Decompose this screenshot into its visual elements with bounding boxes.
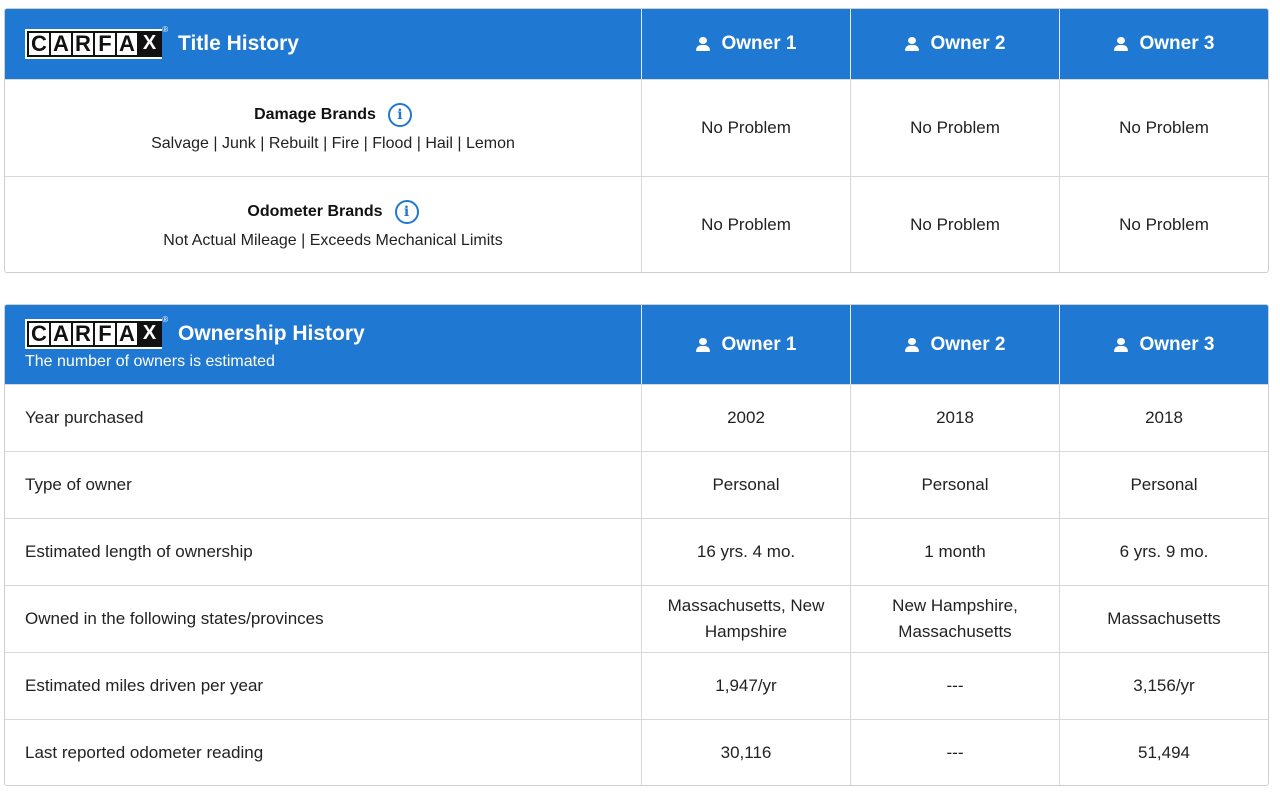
row-label: Estimated miles driven per year — [5, 653, 642, 719]
table-cell: 51,494 — [1138, 743, 1190, 762]
section-subtitle: The number of owners is estimated — [25, 352, 275, 370]
row-label: Last reported odometer reading — [5, 720, 642, 786]
table-cell: 1,947/yr — [642, 653, 851, 719]
person-icon — [905, 37, 919, 51]
table-cell: No Problem — [851, 80, 1060, 176]
owner-1-header: Owner 1 — [642, 9, 851, 79]
table-cell: No Problem — [1119, 215, 1209, 234]
table-cell: 2018 — [851, 385, 1060, 451]
owner-1-header: Owner 1 — [642, 305, 851, 384]
info-icon[interactable]: i — [388, 103, 412, 127]
person-icon — [905, 338, 919, 352]
section-title: Ownership History — [178, 321, 365, 345]
table-row — [5, 652, 1268, 719]
owner-3-header: Owner 3 — [1060, 305, 1268, 384]
title-history-header-label — [5, 9, 642, 79]
table-cell: Massachusetts — [1107, 609, 1221, 628]
owner-3-header: Owner 3 — [1060, 9, 1268, 79]
title-history-panel — [4, 8, 1269, 273]
ownership-history-header — [5, 305, 1268, 384]
table-cell: --- — [851, 653, 1060, 719]
row-label: Owned in the following states/provinces — [5, 586, 642, 652]
person-icon — [1114, 37, 1128, 51]
table-cell: 16 yrs. 4 mo. — [642, 519, 851, 585]
table-row — [5, 518, 1268, 585]
table-row — [5, 79, 1268, 176]
table-cell: No Problem — [642, 80, 851, 176]
person-icon — [1114, 338, 1128, 352]
section-title: Title History — [178, 32, 299, 55]
row-label: Type of owner — [5, 452, 642, 518]
table-cell: 2002 — [642, 385, 851, 451]
table-row — [5, 176, 1268, 273]
table-row — [5, 585, 1268, 652]
table-cell: Personal — [1130, 475, 1198, 494]
owner-2-header: Owner 2 — [851, 305, 1060, 384]
row-label: Year purchased — [5, 385, 642, 451]
odometer-brands-label: Odometer Brands i Not Actual Mileage | Exceeds Mechanical Limits — [5, 177, 642, 273]
table-cell: No Problem — [642, 177, 851, 273]
table-cell: Personal — [851, 452, 1060, 518]
table-cell: 1 month — [851, 519, 1060, 585]
ownership-history-header-label — [5, 305, 642, 384]
table-cell: 2018 — [1145, 408, 1183, 427]
table-cell: New Hampshire, Massachusetts — [851, 586, 1060, 652]
ownership-history-panel — [4, 304, 1269, 786]
table-cell: 3,156/yr — [1133, 676, 1195, 695]
table-cell: 30,116 — [642, 720, 851, 786]
owner-2-header: Owner 2 — [851, 9, 1060, 79]
table-cell: No Problem — [851, 177, 1060, 273]
table-row — [5, 719, 1268, 786]
table-row — [5, 384, 1268, 451]
table-cell: Personal — [642, 452, 851, 518]
table-row — [5, 451, 1268, 518]
table-cell: --- — [851, 720, 1060, 786]
table-cell: Massachusetts, New Hampshire — [642, 586, 851, 652]
table-cell: 6 yrs. 9 mo. — [1119, 542, 1209, 561]
carfax-logo: C A R F A X ® — [25, 319, 162, 349]
title-history-header — [5, 9, 1268, 79]
damage-brands-label: Damage Brands i Salvage | Junk | Rebuilt | Fire | Flood | Hail | Lemon — [5, 80, 642, 176]
person-icon — [696, 37, 710, 51]
carfax-logo: C A R F A X ® — [25, 29, 162, 59]
table-cell: No Problem — [1119, 118, 1209, 137]
row-label: Estimated length of ownership — [5, 519, 642, 585]
info-icon[interactable]: i — [395, 200, 419, 224]
person-icon — [696, 338, 710, 352]
